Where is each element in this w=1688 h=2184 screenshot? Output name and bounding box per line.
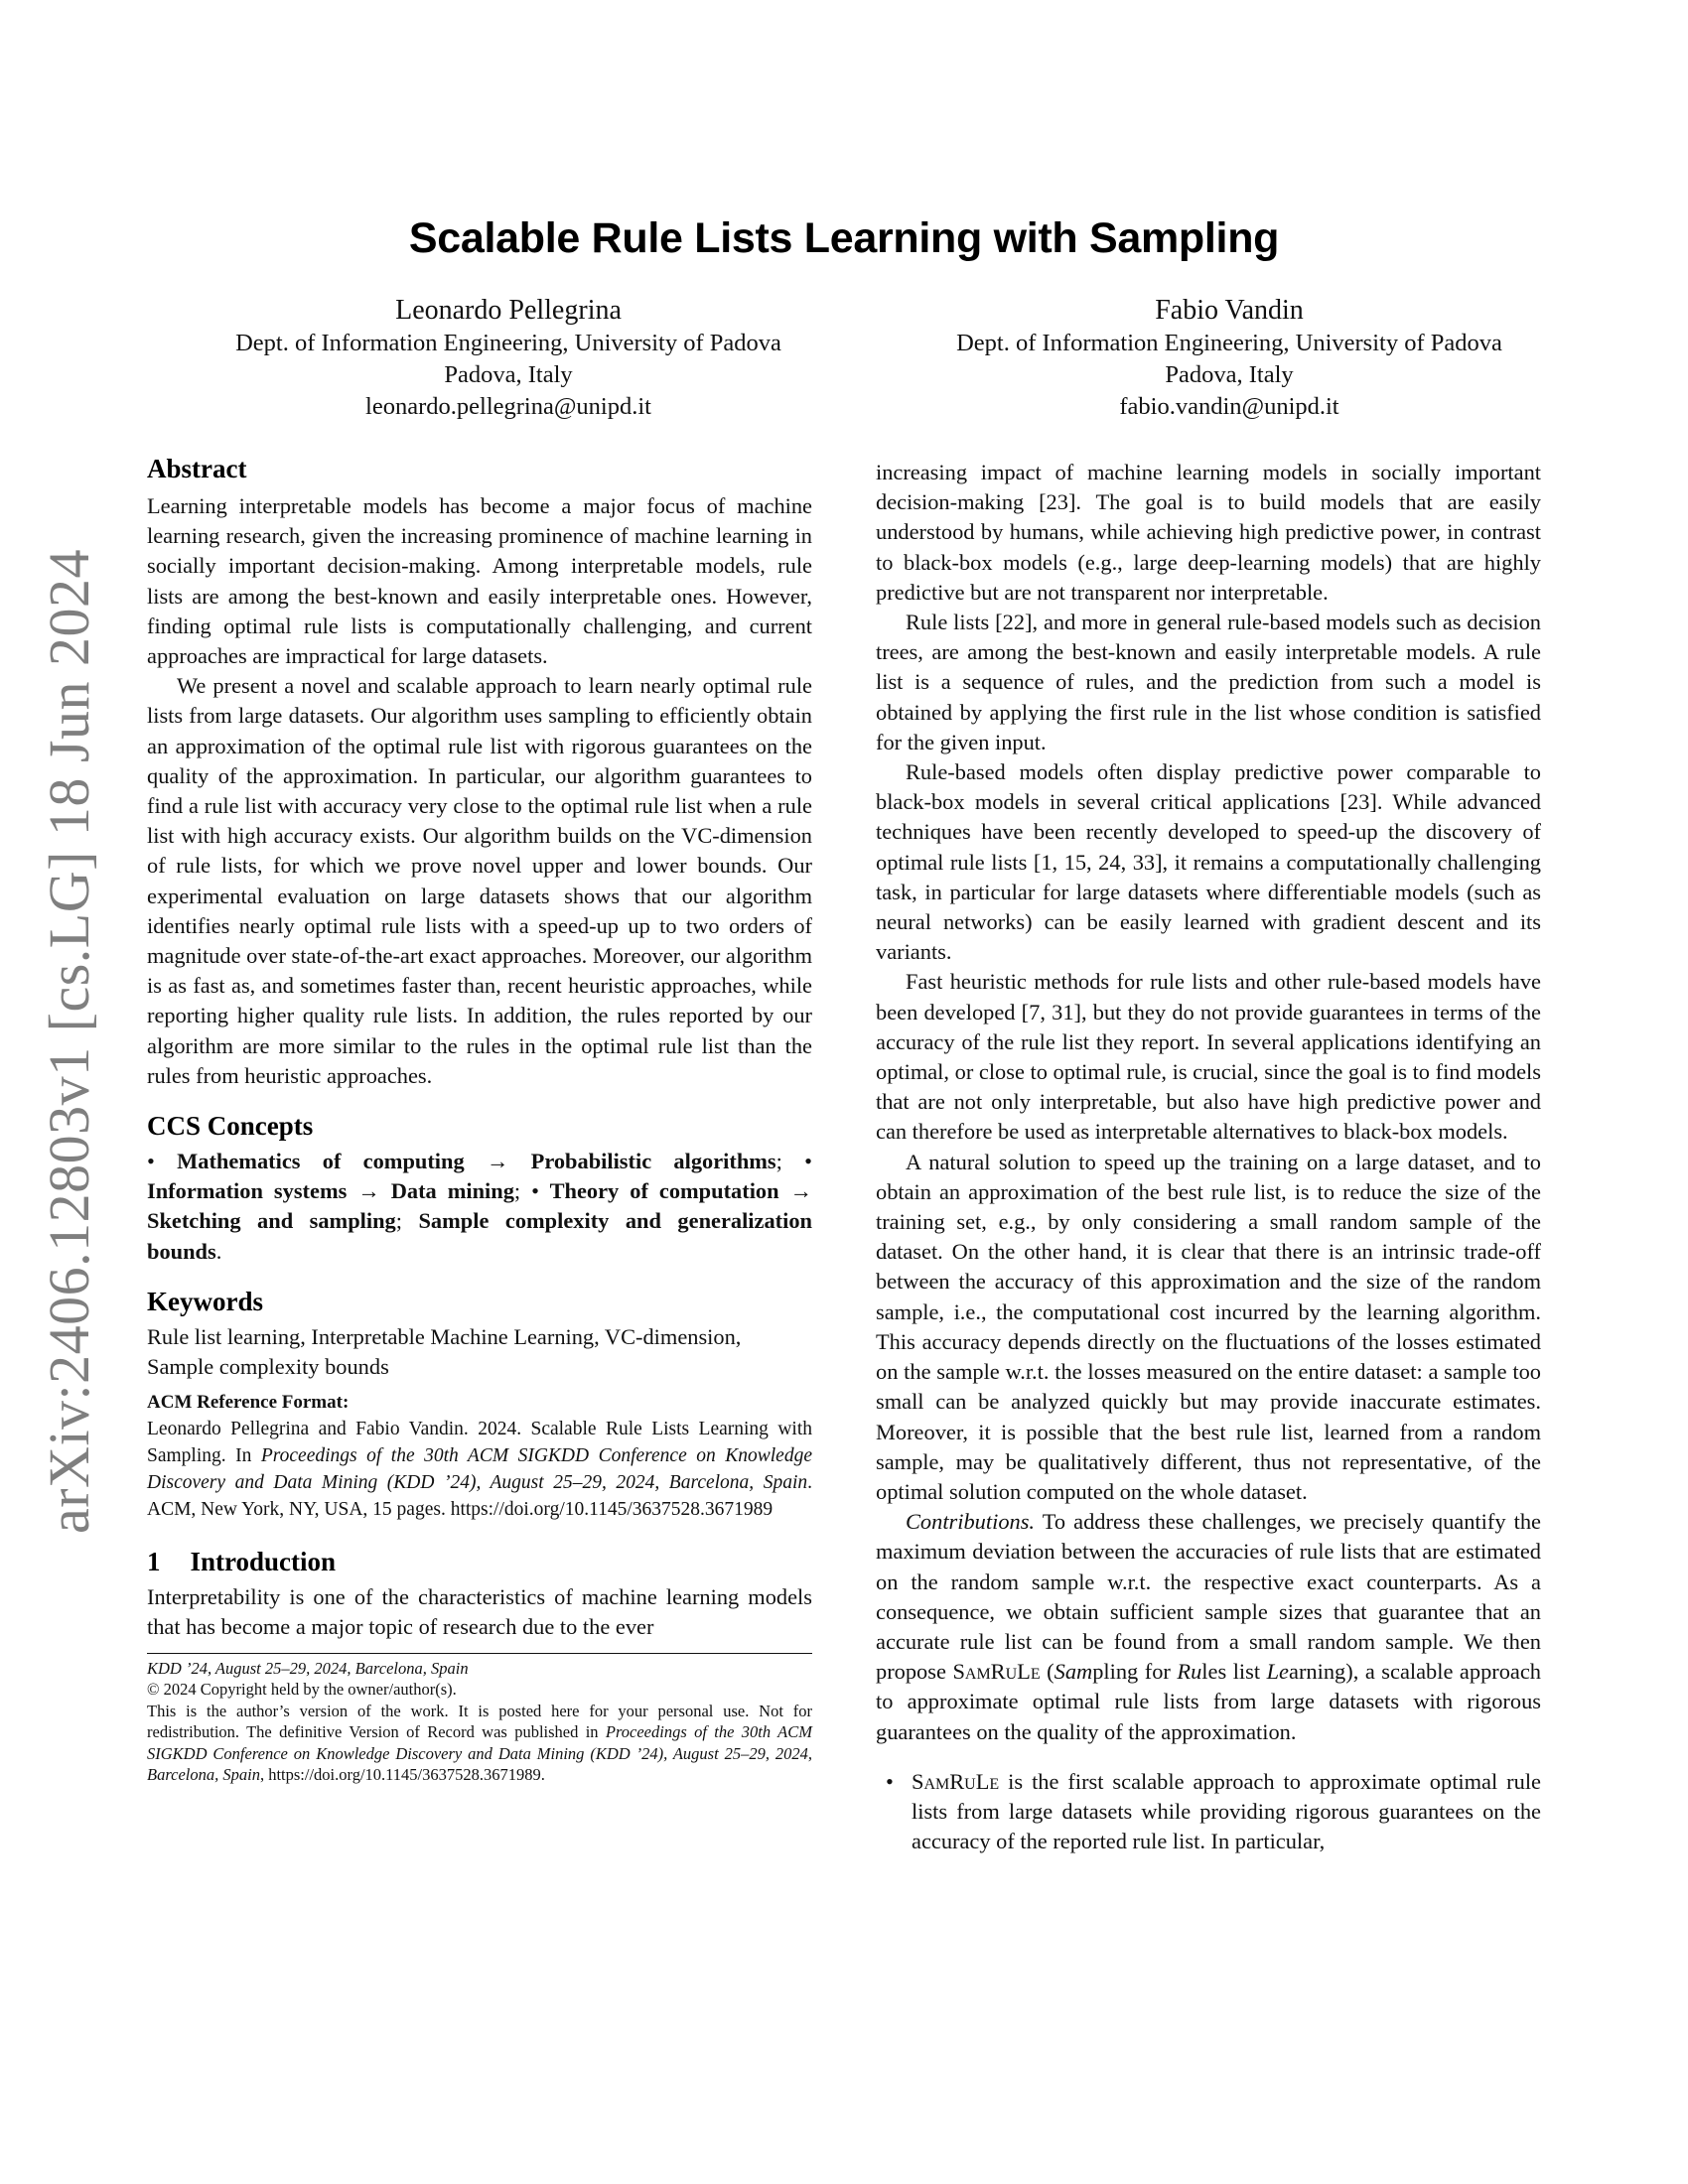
introduction-paragraph-4: Fast heuristic methods for rule lists and other rule-based models have been developed [7, 31], but they do not provide guarantees in terms of the accuracy of the rule list they report. In several applications identifying an optimal, or close to optimal rule, is crucial, since the goal is to find models that are not only interpretable, but also have high predictive power and can therefore be used as interpretable alternatives to black-box models. [876, 969, 1541, 1145]
author-email[interactable]: fabio.vandin@unipd.it [1119, 393, 1339, 420]
contributions-paragraph [876, 1507, 1541, 1747]
footnote-notice [147, 1701, 812, 1786]
contributions-list [876, 1767, 1541, 1857]
acm-reference-doi[interactable]: . ACM, New York, NY, USA, 15 pages. https://doi.org/10.1145/3637528.​3671989 [147, 1472, 812, 1521]
footnote-divider [147, 1653, 812, 1654]
author-location: Padova, Italy [444, 361, 573, 388]
right-column [876, 458, 1541, 1856]
introduction-heading [147, 1545, 812, 1578]
contributions-lead: Contributions. [906, 1509, 1036, 1535]
abstract-paragraph-2: We present a novel and scalable approach to learn nearly optimal rule lists from large datasets. Our algorithm uses sampling to efficiently obtain an approximation of the optimal rule list with rigorous guarantees on the quality of the approximation. In particular, our algorithm guarantees to find a rule list with accuracy very close to the optimal rule list when a rule list with high accuracy exists. Our algorithm builds on the VC-dimension of rule lists, for which we prove novel upper and lower bounds. Our experimental evaluation on large datasets shows that our algorithm identifies nearly optimal rule lists with a speed-up up to two orders of magnitude over state-of-the-art exact approaches. Moreover, our algorithm is as fast as, and sometimes faster than, recent heuristic approaches, while reporting higher quality rule lists. In addition, the rules reported by our algorithm are more similar to the rules in the optimal rule list than the rules from heuristic approaches. [147, 673, 812, 1088]
ccs-bullet: • [147, 1149, 155, 1174]
expansion-le: Le [1266, 1659, 1290, 1685]
acm-reference-venue: Proceedings of the 30th ACM SIGKDD Conference on Knowledge Discovery and Data Mining (KDD ’24), August 25–29, 2024, Barcelona, Spain [147, 1445, 812, 1494]
ccs-concepts-list [147, 1147, 812, 1267]
introduction-paragraph-1-cont: increasing impact of machine learning models in socially important decision-making [23]. The goal is to build models that are easily understood by humans, while achieving high predictive power, in contrast to black-box models (e.g., large deep-learning models) that are highly predictive but are not transparent nor interpretable. [876, 460, 1541, 605]
author-name: Leonardo Pellegrina [395, 295, 622, 326]
ccs-bullet: • [804, 1149, 813, 1174]
ccs-category: Theory of computation [549, 1178, 779, 1204]
arrow-right-icon: → [357, 1178, 380, 1204]
ccs-category: Information systems [147, 1178, 348, 1204]
introduction-paragraph-5: A natural solution to speed up the training on a large dataset, and to obtain an approximation of the best rule list, is to reduce the size of the training set, e.g., by only considering a small random sample of the dataset. On the other hand, it is clear that there is an intrinsic trade-off between the accuracy of this approximation and the size of the random sample, i.e., the computational cost incurred by the learning algorithm. This accuracy depends directly on the fluctuations of the losses estimated on the sample w.r.t. the losses measured on the entire dataset: a sample too small can be analyzed quickly but may provide inaccurate estimates. Moreover, it is possible that the best rule list, learned from a random sample, may be qualitatively different, thus not representative, of the optimal solution computed on the whole dataset. [876, 1149, 1541, 1504]
contributions-text-after: , a scalable approach to approximate optimal rule lists from large datasets with rigorous guarantees on the quality of the approximation. [876, 1659, 1541, 1744]
ccs-end: . [215, 1238, 222, 1264]
left-column [147, 452, 812, 1786]
algorithm-name: SamRuLe [952, 1659, 1041, 1685]
bullet-icon: • [886, 1768, 894, 1794]
expansion-arning: arning) [1289, 1659, 1353, 1685]
keywords-heading: Keywords [147, 1286, 263, 1316]
footnote-venue: KDD ’24, August 25–29, 2024, Barcelona, Spain [147, 1658, 469, 1678]
keywords-text: Rule list learning, Interpretable Machine Learning, VC-dimension, Sample complexity bounds [147, 1323, 742, 1380]
expansion-sam: Sam [1054, 1659, 1093, 1685]
footnote [147, 1658, 812, 1786]
ccs-category: Mathematics of computing [177, 1149, 465, 1174]
expansion-open: ( [1040, 1659, 1055, 1685]
arrow-right-icon: → [486, 1149, 509, 1174]
author-affiliation: Dept. of Information Engineering, University of Padova [235, 330, 781, 356]
algorithm-name: SamRuLe [912, 1768, 1000, 1794]
acm-reference-heading: ACM Reference Format: [147, 1392, 350, 1414]
section-number: 1 [147, 1547, 161, 1577]
ccs-concept: Sample complexity and generalization bounds [147, 1208, 812, 1264]
ccs-separator: ; [395, 1208, 402, 1234]
contributions-text: To address these challenges, we precisely quantify the maximum deviation between the accuracies of rule lists that are estimated on the random sample w.r.t. the respective exact counterparts. As a consequence, we obtain sufficient sample sizes that guarantee that an accurate rule list can be found from a small random sample. We then propose [876, 1509, 1541, 1685]
ccs-separator: ; [513, 1178, 521, 1204]
list-item-text: is the first scalable approach to approximate optimal rule lists from large datasets while providing rigorous guarantees on the accuracy of the reported rule list. In particular, [912, 1768, 1541, 1854]
author-block-2 [872, 294, 1587, 423]
ccs-concept: Sketching and sampling [147, 1208, 396, 1234]
author-block-1 [151, 294, 866, 423]
expansion-pling-for: pling for [1092, 1659, 1178, 1685]
list-item [886, 1767, 1541, 1857]
arrow-right-icon: → [789, 1178, 812, 1204]
ccs-separator: ; [775, 1149, 782, 1174]
introduction-paragraph-2: Rule lists [22], and more in general rule-based models such as decision trees, are among the best-known and easily interpretable models. A rule list is a sequence of rules, and the prediction from such a model is obtained by applying the first rule in the list whose condition is satisfied for the given input. [876, 610, 1541, 754]
footnote-copyright: © 2024 Copyright held by the owner/author(s). [147, 1680, 457, 1700]
abstract-heading: Abstract [147, 454, 247, 483]
ccs-bullet: • [531, 1178, 539, 1204]
author-location: Padova, Italy [1165, 361, 1294, 388]
footnote-notice-doi[interactable]: , https://doi.org/10.1145/3637528.3671989. [259, 1765, 545, 1785]
expansion-les-list: les list [1201, 1659, 1267, 1685]
introduction-paragraph-1-start: Interpretability is one of the characteristics of machine learning models that has become a major topic of research due to the ever [147, 1584, 812, 1640]
acm-reference-prefix: Leonardo Pellegrina and Fabio Vandin. 2024. Scalable Rule Lists Learning with Sampling. In [147, 1419, 812, 1467]
author-affiliation: Dept. of Information Engineering, University of Padova [956, 330, 1502, 356]
paper-title: Scalable Rule Lists Learning with Sampling [408, 214, 1280, 262]
expansion-ru: Ru [1177, 1659, 1202, 1685]
introduction-paragraph-3: Rule-based models often display predictive power comparable to black-box models in several critical applications [23]. While advanced techniques have been recently developed to speed-up the discovery of optimal rule lists [1, 15, 24, 33], it remains a computationally challenging task, in particular for large datasets where differentiable models (such as neural networks) can be easily learned with gradient descent and its variants. [876, 759, 1541, 965]
ccs-concepts-heading: CCS Concepts [147, 1111, 314, 1142]
author-email[interactable]: leonardo.pellegrina@unipd.it [365, 393, 651, 420]
ccs-concept: Probabilistic algorithms [530, 1149, 776, 1174]
acm-reference-text [147, 1416, 812, 1523]
ccs-concept: Data mining [390, 1178, 514, 1204]
abstract-paragraph-1: Learning interpretable models has become a major focus of machine learning research, given the increasing prominence of machine learning in socially important decision-making. Among interpretable models, rule lists are among the best-known and easily interpretable ones. However, finding optimal rule lists is computationally challenging, and current approaches are impractical for large datasets. [147, 493, 812, 669]
footnote-notice-prefix: This is the author’s version of the work. It is posted here for your personal use. Not for redistribution. The definitive Version of Record was published in [147, 1701, 812, 1742]
section-title: Introduction [190, 1547, 337, 1577]
author-name: Fabio Vandin [1155, 295, 1304, 326]
footnote-notice-venue: Proceedings of the 30th ACM SIGKDD Conference on Knowledge Discovery and Data Mining (KDD ’24), August 25–29, 2024, Barcelona, Spain [147, 1722, 812, 1785]
arxiv-identifier-stamp: arXiv:2406.12803v1 [cs.LG] 18 Jun 2024 [37, 548, 101, 1534]
